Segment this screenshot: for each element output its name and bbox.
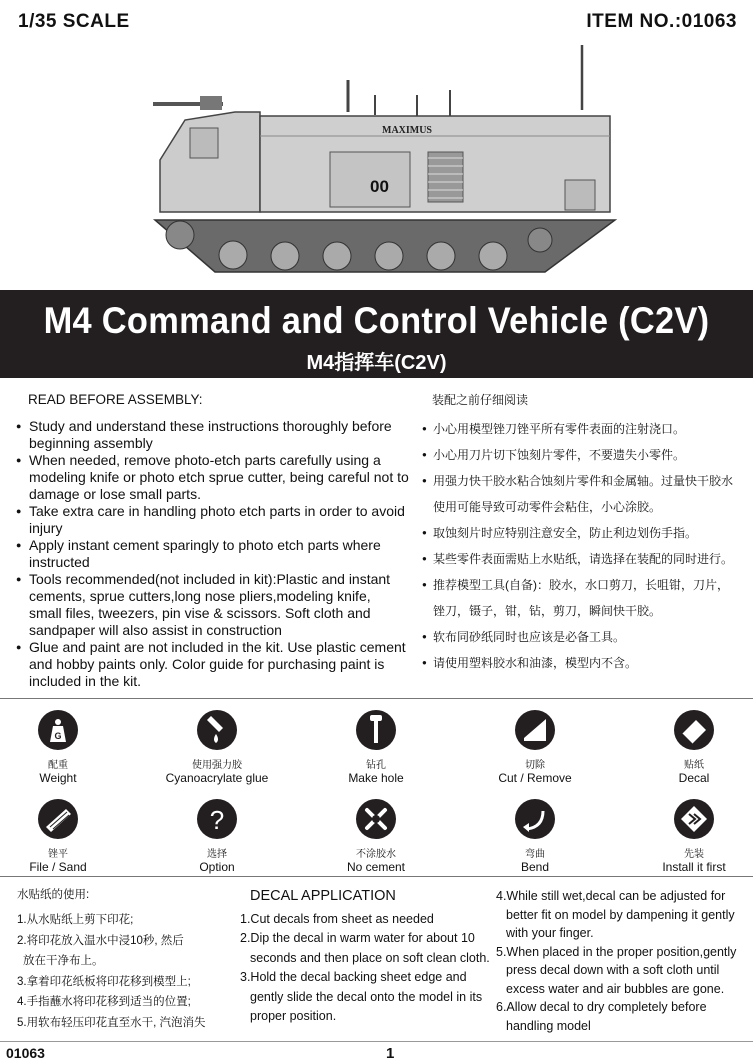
vehicle-number: 00 <box>370 177 389 196</box>
divider-bottom <box>0 876 753 877</box>
drill-icon <box>356 710 396 750</box>
cn-item: ● 小心用刀片切下蚀刻片零件，不要遗失小零件。 <box>422 442 742 468</box>
bend-icon <box>515 799 555 839</box>
assembly-instructions <box>0 381 753 697</box>
legend-bend: 弯曲 Bend <box>465 799 605 874</box>
cut-icon <box>515 710 555 750</box>
en-item: ● Tools recommended(not included in kit):Plastic and instant cements, sprue cutters,long nose pliers,modeling knife, small files, tweezers, pin vise & scissors. Soft cloth and sandpaper will also assist in construction <box>16 571 416 639</box>
legend-weight: G 配重 Weight <box>0 710 128 785</box>
en-item: ● Apply instant cement sparingly to photo etch parts where instructed <box>16 537 416 571</box>
instructions-list-cn <box>422 416 742 676</box>
instructions-heading-en: READ BEFORE ASSEMBLY: <box>28 392 203 407</box>
decal-heading-en: DECAL APPLICATION <box>250 888 396 904</box>
title-english: M4 Command and Control Vehicle (C2V) <box>43 300 710 341</box>
glue-icon <box>197 710 237 750</box>
footer-line <box>0 1041 753 1042</box>
instructions-chinese <box>422 391 742 676</box>
icon-legend <box>0 701 753 876</box>
option-icon <box>197 799 237 839</box>
instructions-list-en <box>16 418 416 690</box>
divider-top <box>0 698 753 699</box>
legend-option: ? 选择 Option <box>147 799 287 874</box>
legend-glue: 使用强力胶 Cyanoacrylate glue <box>147 710 287 785</box>
vehicle-illustration <box>145 40 625 290</box>
cn-item: ● 取蚀刻片时应特别注意安全，防止利边划伤手指。 <box>422 520 742 546</box>
title-band <box>0 290 753 378</box>
cn-item: ● 推荐模型工具(自备)：胶水，水口剪刀，长咀钳，刀片， 锉刀，镊子，钳，钻，剪刀，瞬间快干胶。 <box>422 572 742 624</box>
weight-icon <box>38 710 78 750</box>
instructions-heading-cn: 装配之前仔细阅读 <box>432 393 529 407</box>
decal-application <box>0 880 753 1040</box>
svg-text:?: ? <box>209 805 225 835</box>
footer-code: 01063 <box>6 1045 45 1061</box>
install-first-icon <box>674 799 714 839</box>
file-icon <box>38 799 78 839</box>
page-number: 1 <box>386 1045 395 1062</box>
no-cement-icon <box>356 799 396 839</box>
item-number: ITEM NO.:01063 <box>586 11 737 32</box>
vehicle-badge: MAXIMUS <box>382 125 432 136</box>
legend-install-first: 先装 Install it first <box>624 799 753 874</box>
legend-cut: 切除 Cut / Remove <box>465 710 605 785</box>
legend-decal: 贴纸 Decal <box>624 710 753 785</box>
legend-file: 锉平 File / Sand <box>0 799 128 874</box>
en-item: ● Take extra care in handling photo etch parts in order to avoid injury <box>16 503 416 537</box>
en-item: ● Glue and paint are not included in the kit. Use plastic cement and hobby paints only. Color guide for purchasing paint is included in the kit. <box>16 639 416 690</box>
instructions-english <box>16 391 416 690</box>
decal-english-a: DECAL APPLICATION 1.Cut decals from sheet as needed 2.Dip the decal in warm water for about 10 seconds and then place on soft clean cloth. 3.Hold the decal backing sheet edge and gently slide the decal onto the model in its proper position. <box>240 887 495 1027</box>
cn-item: ● 小心用模型锉刀锉平所有零件表面的注射浇口。 <box>422 416 742 442</box>
decal-heading-cn: 水贴纸的使用: <box>17 889 90 901</box>
cn-item: ● 某些零件表面需贴上水贴纸，请选择在装配的同时进行。 <box>422 546 742 572</box>
en-item: ● Study and understand these instructions thoroughly before beginning assembly <box>16 418 416 452</box>
legend-drill: 钻孔 Make hole <box>306 710 446 785</box>
cn-item: ● 软布同砂纸同时也应该是必备工具。 <box>422 624 742 650</box>
svg-text:G: G <box>54 731 62 741</box>
scale-label: 1/35 SCALE <box>18 11 130 32</box>
en-item: ● When needed, remove photo-etch parts carefully using a modeling knife or photo etch sprue cutter, being careful not to damage or lose small parts. <box>16 452 416 503</box>
decal-chinese: 水贴纸的使用: 1.从水贴纸上剪下印花; 2.将印花放入温水中浸10秒, 然后 放在干净布上。 3.拿着印花纸板将印花移到模型上; 4.手指蘸水将印花移到适当的位置; 5.用软布轻压印花直至水干, 汽泡消失 <box>17 886 239 1033</box>
cn-item: ● 请使用塑料胶水和油漆，模型内不含。 <box>422 650 742 676</box>
decal-icon <box>674 710 714 750</box>
cn-item: ● 用强力快干胶水粘合蚀刻片零件和金属轴。过量快干胶水 使用可能导致可动零件会粘住，小心涂胶。 <box>422 468 742 520</box>
title-chinese: M4指挥车(C2V) <box>306 352 447 374</box>
decal-english-b: 4.While still wet,decal can be adjusted for better fit on model by dampening it gently with your finger. 5.When placed in the proper position,gently press decal down with a soft cloth until excess water and air bubbles are gone. 6.Allow decal to dry completely before handling model <box>496 889 737 1033</box>
legend-no-cement: 不涂胶水 No cement <box>306 799 446 874</box>
